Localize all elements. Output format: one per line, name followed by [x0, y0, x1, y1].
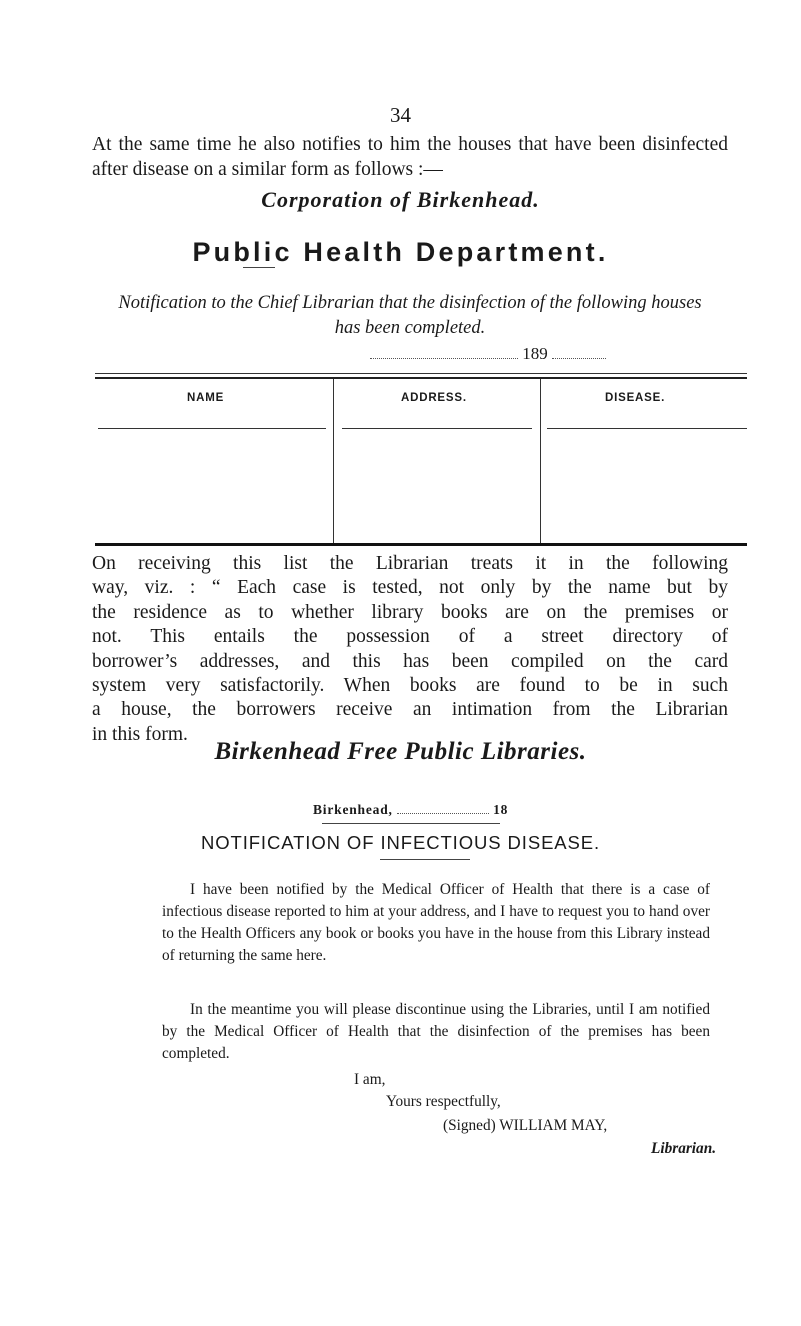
- heading-rule: [243, 267, 275, 268]
- body-line: not. This entails the possession of a street directory of: [92, 626, 728, 648]
- header-underline: [342, 428, 532, 429]
- separator-rule: [322, 823, 500, 824]
- place-label: Birkenhead,: [313, 802, 393, 817]
- department-heading: Public Health Department.: [192, 237, 609, 267]
- body-line: the residence as to whether library books are on the premises or: [92, 601, 728, 623]
- column-header-address: ADDRESS.: [401, 392, 467, 404]
- body-line: in this form.: [92, 723, 188, 745]
- letter-paragraph: In the meantime you will please discontinue using the Libraries, until I am notified by the Medical Officer of Health that the disinfection of the premises has been completed.: [162, 1001, 710, 1062]
- body-line: a house, the borrowers receive an intimation from the Librarian: [92, 699, 728, 721]
- body-paragraph: [92, 552, 728, 747]
- notification-caption: Notification to the Chief Librarian that the disinfection of the following houses has been completed.: [118, 293, 702, 338]
- column-header-name: NAME: [187, 392, 225, 404]
- library-title: Birkenhead Free Public Libraries.: [214, 738, 587, 765]
- intro-paragraph: At the same time he also notifies to him the houses that have been disinfected after disease on a similar form as follows :—: [92, 134, 728, 180]
- table-top-rule: [95, 373, 747, 374]
- column-header-disease: DISEASE.: [605, 392, 666, 404]
- table-bottom-rule: [95, 543, 747, 546]
- column-divider: [540, 379, 541, 543]
- body-line: On receiving this list the Librarian treats it in the following: [92, 553, 728, 574]
- signature-line: (Signed) WILLIAM MAY,: [443, 1117, 608, 1134]
- closing-line: I am,: [354, 1071, 386, 1088]
- date-line: [370, 344, 606, 364]
- body-line: way, viz. : “ Each case is tested, not only by the name but by: [92, 577, 728, 599]
- corporation-heading: Corporation of Birkenhead.: [261, 187, 540, 212]
- letter-paragraph: I have been notified by the Medical Officer of Health that there is a case of infectious disease reported to him at your address, and I have to request you to hand over to the Health Officers any book or books you have in the house from this Library instead of returning the same here.: [162, 881, 710, 964]
- table-top-rule-thick: [95, 377, 747, 379]
- place-date-line: [313, 802, 508, 818]
- body-line: system very satisfactorily. When books are found to be in such: [92, 675, 728, 697]
- date-suffix: 18: [493, 802, 509, 817]
- page-number: 34: [390, 103, 411, 127]
- separator-rule: [380, 859, 470, 860]
- column-divider: [333, 379, 334, 543]
- body-line: borrower’s addresses, and this has been compiled on the card: [92, 650, 728, 672]
- notification-heading: NOTIFICATION OF INFECTIOUS DISEASE.: [200, 832, 601, 853]
- date-prefix: 189: [522, 344, 548, 363]
- header-underline: [547, 428, 747, 429]
- header-underline: [98, 428, 326, 429]
- signatory-title: Librarian.: [651, 1140, 717, 1157]
- closing-line: Yours respectfully,: [386, 1093, 501, 1110]
